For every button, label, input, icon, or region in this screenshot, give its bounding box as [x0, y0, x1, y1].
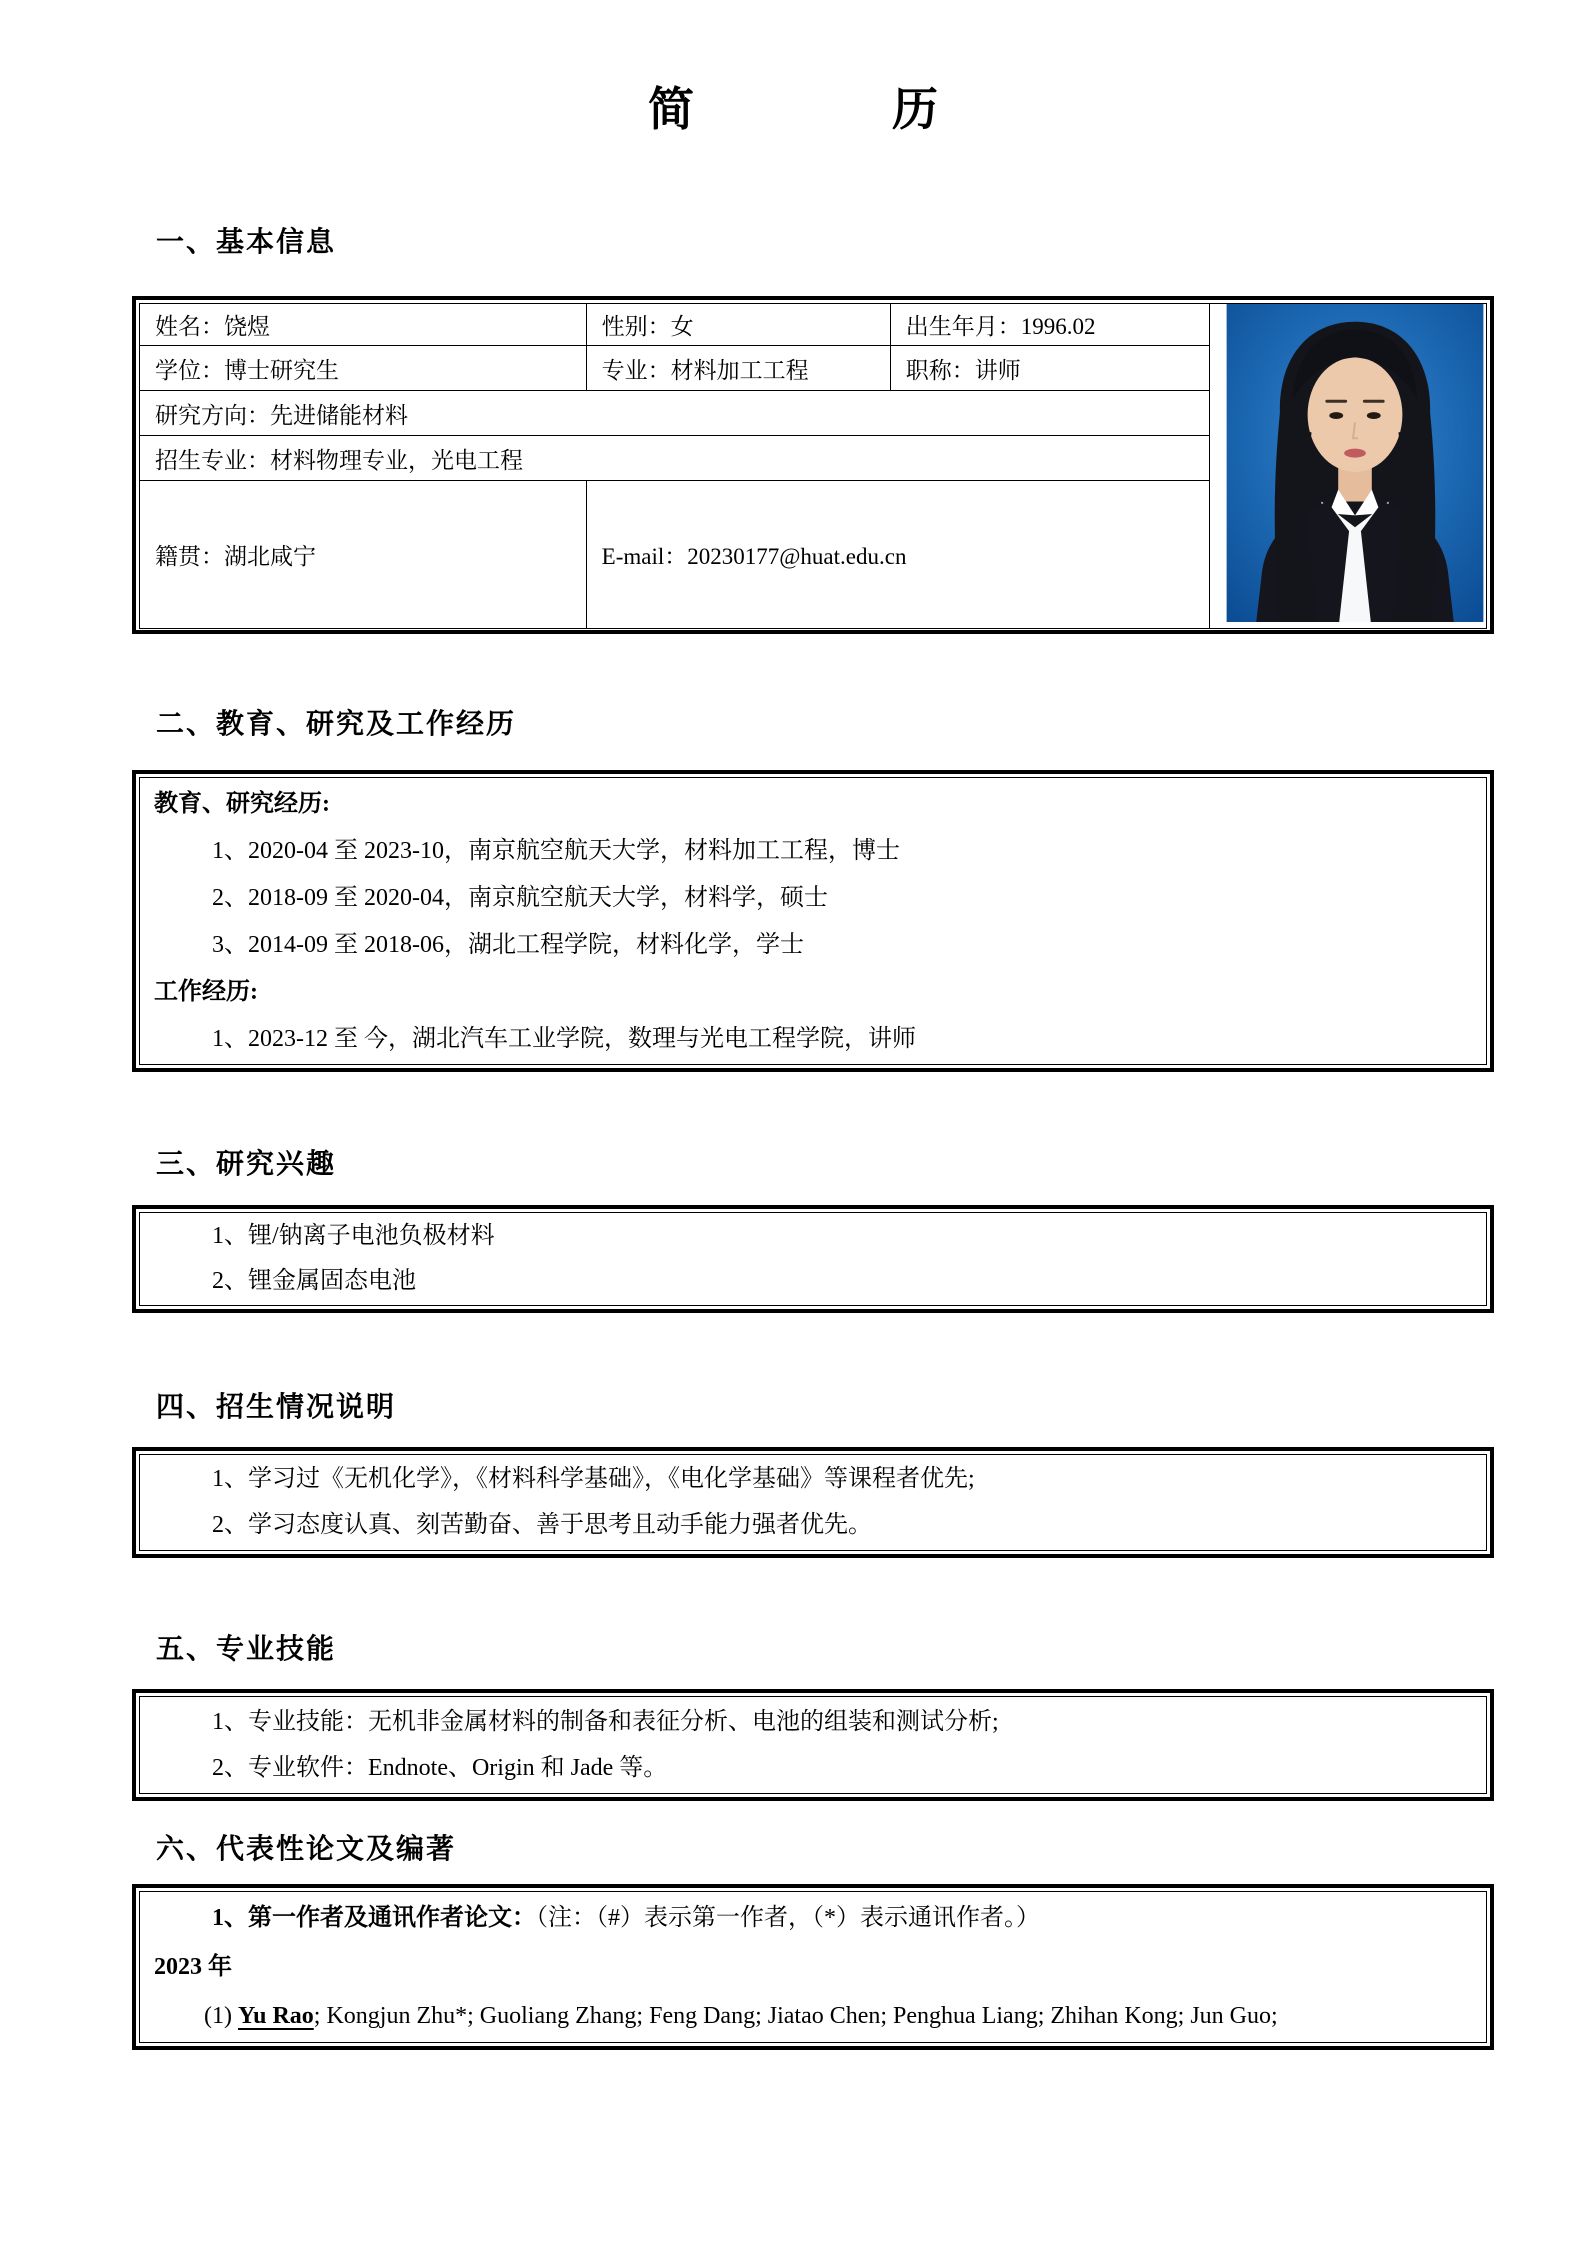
skills-frame — [132, 1689, 1494, 1801]
cell-birth: 出生年月：1996.02 — [890, 304, 1209, 346]
work-item: 1、2023-12 至 今，湖北汽车工业学院，数理与光电工程学院，讲师 — [212, 1026, 916, 1052]
publication-entry-author: Yu Rao — [237, 2003, 314, 2029]
skill-item: 2、专业软件：Endnote、Origin 和 Jade 等。 — [212, 1755, 668, 1781]
photo-eyebrow-left — [1326, 400, 1348, 403]
interests-frame — [132, 1205, 1494, 1313]
education-item: 3、2014-09 至 2018-06，湖北工程学院，材料化学，学士 — [212, 932, 804, 958]
cell-photo — [1209, 304, 1486, 629]
cell-degree: 学位：博士研究生 — [140, 346, 587, 391]
cell-job-title: 职称：讲师 — [890, 346, 1209, 391]
experience-frame — [132, 770, 1494, 1072]
photo-lips — [1345, 449, 1367, 458]
skill-item: 1、专业技能：无机非金属材料的制备和表征分析、电池的组装和测试分析; — [212, 1709, 999, 1735]
cell-research-direction: 研究方向：先进储能材料 — [140, 391, 1210, 436]
cell-hometown: 籍贯：湖北咸宁 — [140, 481, 587, 629]
cell-email: E-mail：20230177@huat.edu.cn — [586, 481, 1209, 629]
section-heading-publications: 六、代表性论文及编著 — [156, 1834, 457, 1865]
section-heading-admission: 四、招生情况说明 — [156, 1392, 397, 1423]
page-title-char-right: 历 — [892, 84, 938, 135]
publications-intro — [140, 1894, 1486, 1943]
page-title — [0, 84, 1586, 136]
photo-eyebrow-right — [1363, 400, 1385, 403]
section-heading-experience: 二、教育、研究及工作经历 — [156, 709, 517, 740]
admission-frame — [132, 1447, 1494, 1558]
experience-box — [139, 777, 1487, 1065]
publications-box — [139, 1891, 1487, 2043]
admission-box — [139, 1454, 1487, 1551]
cell-enroll-major: 招生专业：材料物理专业，光电工程 — [140, 436, 1210, 481]
publication-entry-coauthors: ; Kongjun Zhu*; Guoliang Zhang; Feng Dang; Jiatao Chen; Penghua Liang; Zhihan Kong; Jun Guo; — [313, 2003, 1278, 2029]
publication-entry-number: (1) — [204, 2003, 238, 2029]
basic-info-table — [139, 303, 1487, 629]
cell-major: 专业：材料加工工程 — [586, 346, 890, 391]
publications-year: 2023 年 — [154, 1954, 232, 1980]
interest-item: 2、锂金属固态电池 — [212, 1268, 416, 1294]
publication-entry — [140, 1992, 1486, 2041]
education-history-header: 教育、研究经历: — [154, 791, 330, 817]
admission-note: 1、学习过《无机化学》，《材料科学基础》，《电化学基础》等课程者优先; — [212, 1466, 975, 1492]
publications-intro-bold: 1、第一作者及通讯作者论文： — [212, 1905, 536, 1931]
photo-eye-right — [1367, 412, 1381, 419]
basic-info-frame — [132, 296, 1494, 634]
education-item: 1、2020-04 至 2023-10，南京航空航天大学，材料加工工程，博士 — [212, 838, 900, 864]
section-heading-basic-info: 一、基本信息 — [156, 227, 337, 258]
section-heading-interests: 三、研究兴趣 — [156, 1149, 337, 1180]
interests-box — [139, 1212, 1487, 1306]
work-history-header: 工作经历: — [154, 979, 258, 1005]
page-title-char-left: 简 — [648, 84, 694, 135]
publications-intro-note: （注：（#）表示第一作者，（*）表示通讯作者。） — [536, 1905, 1040, 1931]
portrait-photo — [1226, 304, 1484, 622]
interest-item: 1、锂/钠离子电池负极材料 — [212, 1223, 495, 1249]
photo-eye-left — [1330, 412, 1344, 419]
admission-note: 2、学习态度认真、刻苦勤奋、善于思考且动手能力强者优先。 — [212, 1512, 872, 1538]
skills-box — [139, 1696, 1487, 1794]
cell-gender: 性别：女 — [586, 304, 890, 346]
education-item: 2、2018-09 至 2020-04，南京航空航天大学，材料学，硕士 — [212, 885, 828, 911]
section-heading-skills: 五、专业技能 — [156, 1634, 337, 1665]
publications-frame — [132, 1884, 1494, 2050]
cell-name: 姓名：饶煜 — [140, 304, 587, 346]
